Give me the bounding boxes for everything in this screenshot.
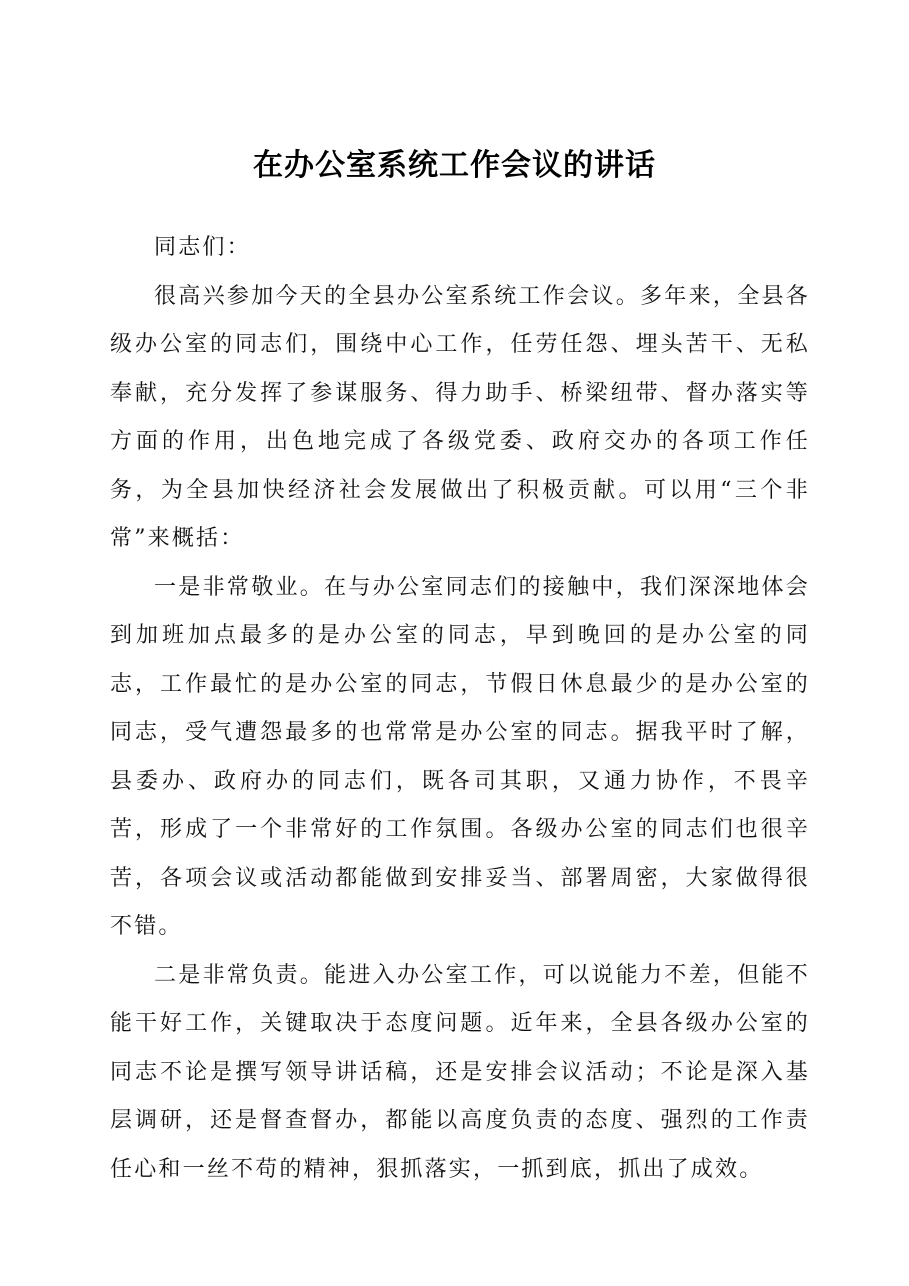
document-title: 在办公室系统工作会议的讲话 [253, 148, 656, 183]
salutation: 同志们： [154, 235, 251, 260]
paragraph-intro: 很高兴参加今天的全县办公室系统工作会议。多年来，全县各级办公室的同志们，围绕中心工作，任劳任怨、埋头苦干、无私奉献，充分发挥了参谋服务、得力助手、桥梁纽带、督办落实等方面的作用，出色地完成了各级党委、政府交办的各项工作任务，为全县加快经济社会发展做出了积极贡献。可以用“三个非常”来概括： [110, 283, 810, 551]
document-body [110, 224, 810, 1194]
paragraph-responsible: 二是非常负责。能进入办公室工作，可以说能力不差，但能不能干好工作，关键取决于态度问题。近年来，全县各级办公室的同志不论是撰写领导讲话稿，还是安排会议活动；不论是深入基层调研，还是督查督办，都能以高度负责的态度、强烈的工作责任心和一丝不苟的精神，狠抓落实，一抓到底，抓出了成效。 [110, 962, 810, 1182]
paragraph-dedicated: 一是非常敬业。在与办公室同志们的接触中，我们深深地体会到加班加点最多的是办公室的同志，早到晚回的是办公室的同志，工作最忙的是办公室的同志，节假日休息最少的是办公室的同志，受气遭怨最多的也常常是办公室的同志。据我平时了解，县委办、政府办的同志们，既各司其职，又通力协作，不畏辛苦，形成了一个非常好的工作氛围。各级办公室的同志们也很辛苦，各项会议或活动都能做到安排妥当、部署周密，大家做得很不错。 [110, 574, 810, 939]
